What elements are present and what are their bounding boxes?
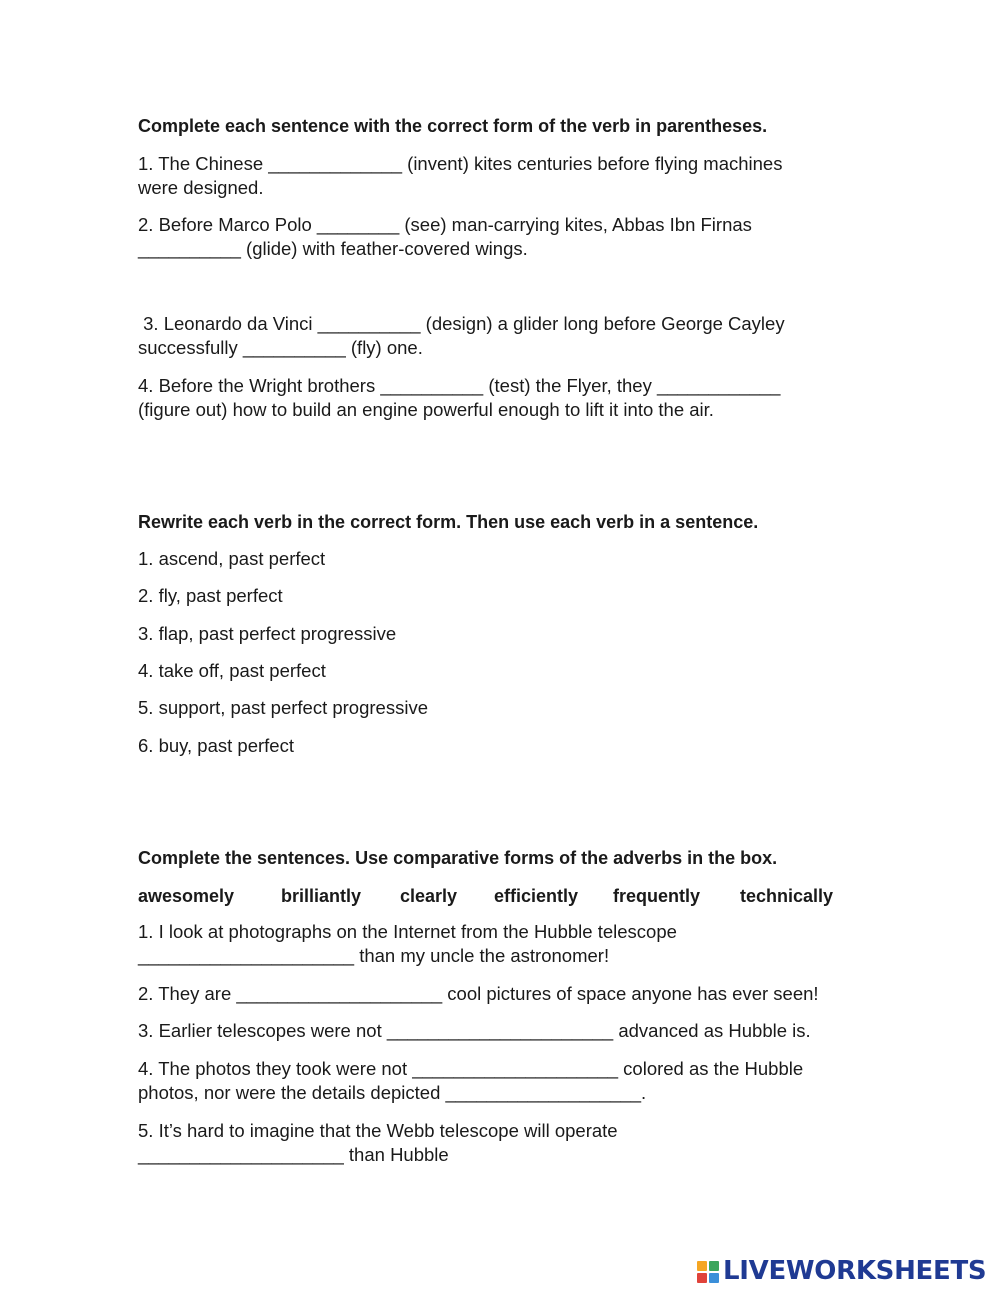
word-box-item: brilliantly: [281, 886, 362, 906]
section3-line: 1. I look at photographs on the Internet from the Hubble telescope: [138, 921, 677, 942]
word-box-item: efficiently: [494, 886, 579, 906]
logo-block: [709, 1273, 719, 1283]
logo-block: [697, 1273, 707, 1283]
word-box-item: clearly: [400, 886, 458, 906]
section3-line: 2. They are ____________________ cool pictures of space anyone has ever seen!: [138, 983, 819, 1004]
section2-item: 4. take off, past perfect: [138, 660, 326, 681]
section1-line: were designed.: [138, 177, 264, 198]
section3-line: 3. Earlier telescopes were not ______________________ advanced as Hubble is.: [138, 1020, 811, 1041]
word-box-item: frequently: [613, 886, 701, 906]
section1-line: 2. Before Marco Polo ________ (see) man-carrying kites, Abbas Ibn Firnas: [138, 214, 752, 235]
section2-item: 3. flap, past perfect progressive: [138, 623, 397, 644]
section3-line: _____________________ than my uncle the astronomer!: [138, 945, 610, 966]
section2-item: 1. ascend, past perfect: [138, 548, 326, 569]
section2-item: 2. fly, past perfect: [138, 585, 283, 606]
section2-heading: Rewrite each verb in the correct form. Then use each verb in a sentence.: [138, 512, 759, 532]
section1-line: 1. The Chinese _____________ (invent) kites centuries before flying machines: [138, 153, 783, 174]
section2-item: 5. support, past perfect progressive: [138, 697, 428, 718]
section1-line: (figure out) how to build an engine powerful enough to lift it into the air.: [138, 399, 714, 420]
logo-block: [697, 1261, 707, 1271]
section1-heading: Complete each sentence with the correct form of the verb in parentheses.: [138, 116, 768, 136]
section1-line: successfully __________ (fly) one.: [138, 337, 423, 358]
section3-line: 4. The photos they took were not ____________________ colored as the Hubble: [138, 1058, 804, 1079]
section1-line: 4. Before the Wright brothers __________ (test) the Flyer, they ____________: [138, 375, 781, 396]
logo-text: LIVEWORKSHEETS: [723, 1256, 987, 1286]
section3-heading: Complete the sentences. Use comparative forms of the adverbs in the box.: [138, 848, 778, 868]
section3-line: 5. It’s hard to imagine that the Webb telescope will operate: [138, 1120, 618, 1141]
word-box-item: awesomely: [138, 886, 235, 906]
word-box-item: technically: [740, 886, 834, 906]
section2-item: 6. buy, past perfect: [138, 735, 294, 756]
logo-block: [709, 1261, 719, 1271]
section3-line: photos, nor were the details depicted ___________________.: [138, 1082, 647, 1103]
section3-line: ____________________ than Hubble: [138, 1144, 449, 1165]
liveworksheets-logo[interactable]: [697, 1255, 986, 1287]
logo-blocks-icon: [697, 1261, 719, 1283]
section1-line: __________ (glide) with feather-covered wings.: [138, 238, 528, 259]
section1-line: 3. Leonardo da Vinci __________ (design) a glider long before George Cayley: [138, 313, 785, 334]
